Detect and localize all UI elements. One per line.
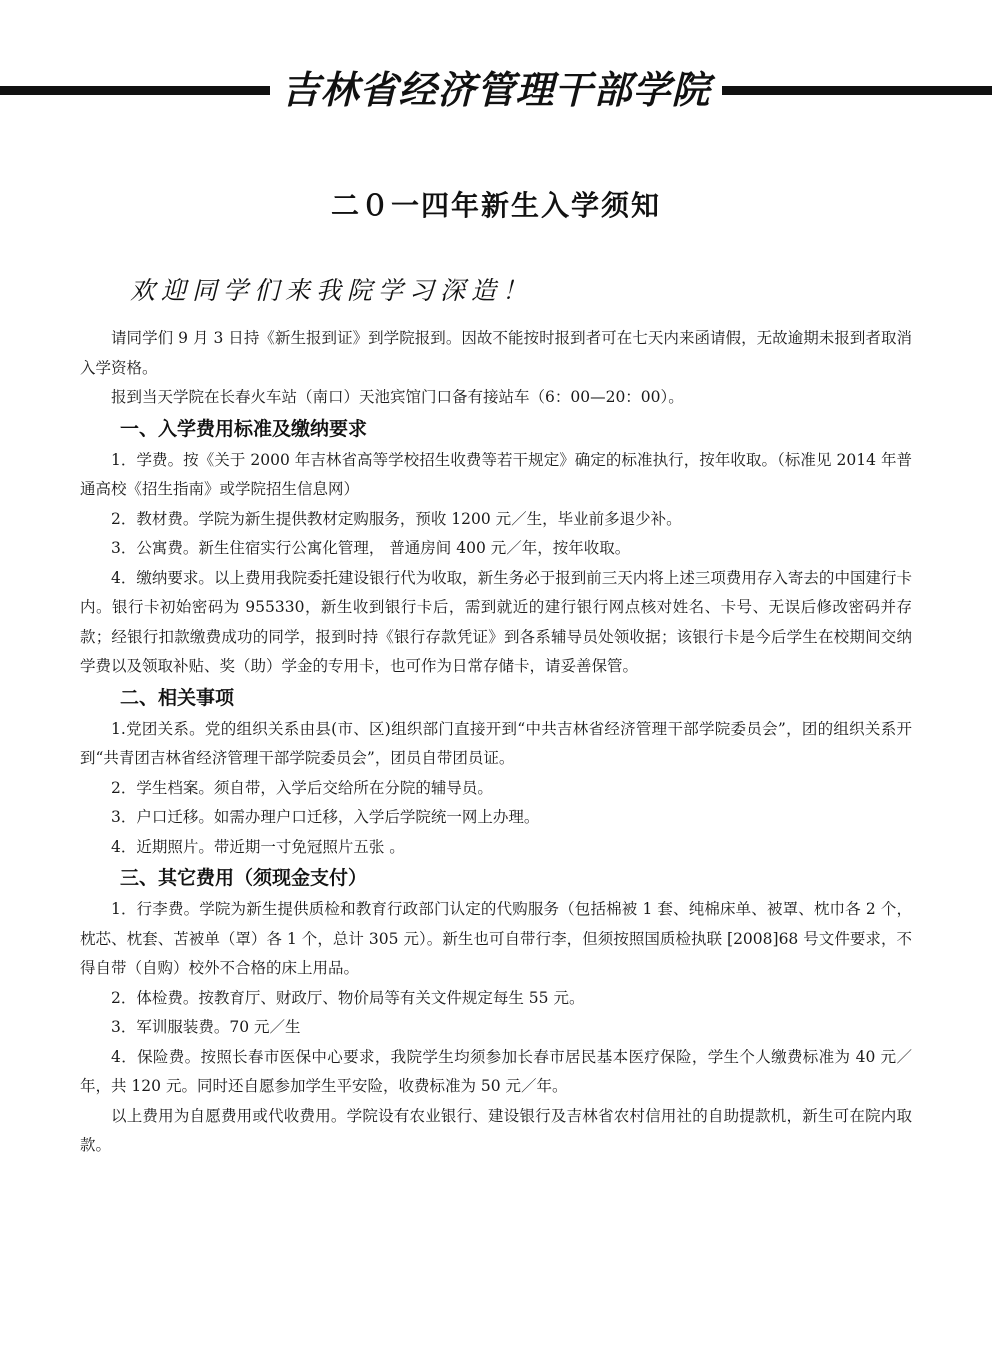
intro-paragraph: 报到当天学院在长春火车站（南口）天池宾馆门口备有接站车（6：00—20：00）。 [111, 388, 684, 406]
section-item: 2．学生档案。须自带，入学后交给所在分院的辅导员。 [111, 778, 493, 797]
section-item: 4．近期照片。带近期一寸免冠照片五张 。 [111, 837, 405, 856]
section-item: 2．体检费。按教育厅、财政厅、物价局等有关文件规定每生 55 元。 [111, 988, 585, 1007]
closing-paragraph: 以上费用为自愿费用或代收费用。学院设有农业银行、建设银行及吉林省农村信用社的自助提款机，新生可在院内取款。 [80, 1106, 912, 1154]
header-rule-right [722, 86, 992, 95]
section-heading: 一、入学费用标准及缴纳要求 [120, 417, 368, 440]
institution-masthead: 吉林省经济管理干部学院 [281, 67, 711, 112]
section-item: 3．公寓费。新生住宿实行公寓化管理， 普通房间 400 元／年，按年收取。 [111, 539, 631, 557]
document-body [80, 324, 912, 1161]
section-item: 1．学费。按《关于 2000 年吉林省高等学校招生收费等若干规定》确定的标准执行，按年收取。（标准见 2014 年普通高校《招生指南》或学院招生信息网） [80, 450, 912, 498]
document-title: 二０一四年新生入学须知 [330, 189, 661, 222]
section-item: 3．户口迁移。如需办理户口迁移，入学后学院统一网上办理。 [111, 808, 540, 826]
section-item: 4．保险费。按照长春市医保中心要求，我院学生均须参加长春市居民基本医疗保险，学生个人缴费标准为 40 元／年，共 120 元。同时还自愿参加学生平安险，收费标准为 50 元／年。 [80, 1047, 912, 1095]
section-heading: 三、其它费用（须现金支付） [120, 867, 368, 889]
section-item: 2．教材费。学院为新生提供教材定购服务，预收 1200 元／生，毕业前多退少补。 [111, 509, 682, 528]
section-heading: 二、相关事项 [120, 686, 235, 709]
section-item: 3．军训服装费。70 元／生 [111, 1018, 301, 1036]
intro-paragraph: 请同学们 9 月 3 日持《新生报到证》到学院报到。因故不能按时报到者可在七天内来函请假，无故逾期未报到者取消入学资格。 [80, 329, 912, 377]
section-item: 4．缴纳要求。以上费用我院委托建设银行代为收取，新生务必于报到前三天内将上述三项费用存入寄去的中国建行卡内。银行卡初始密码为 955330，新生收到银行卡后，需到就近的建行银行网点核对姓名、卡号、无误后修改密码并存款；经银行扣款缴费成功的同学，报到时持《银行存款凭证》到各系辅导员处领收据；该银行卡是今后学生在校期间交纳学费以及领取补贴、奖（助）学金的专用卡，也可作为日常存储卡，请妥善保管。 [80, 568, 912, 675]
section-item: 1．行李费。学院为新生提供质检和教育行政部门认定的代购服务（包括棉被 1 套、纯棉床单、被罩、枕巾各 2 个，枕芯、枕套、苫被单（罩）各 1 个，总计 305 元）。新生也可自带行李，但须按照国质检执联 [2008]68 号文件要求，不得自带（自购）校外不合格的床上用品。 [80, 900, 912, 977]
welcome-slogan: 欢迎同学们来我院学习深造！ [130, 276, 534, 305]
section-item: 1.党团关系。党的组织关系由县(市、区)组织部门直接开到“中共吉林省经济管理干部学院委员会”，团的组织关系开到“共青团吉林省经济管理干部学院委员会”，团员自带团员证。 [80, 719, 912, 767]
header-rule-left [0, 86, 270, 95]
